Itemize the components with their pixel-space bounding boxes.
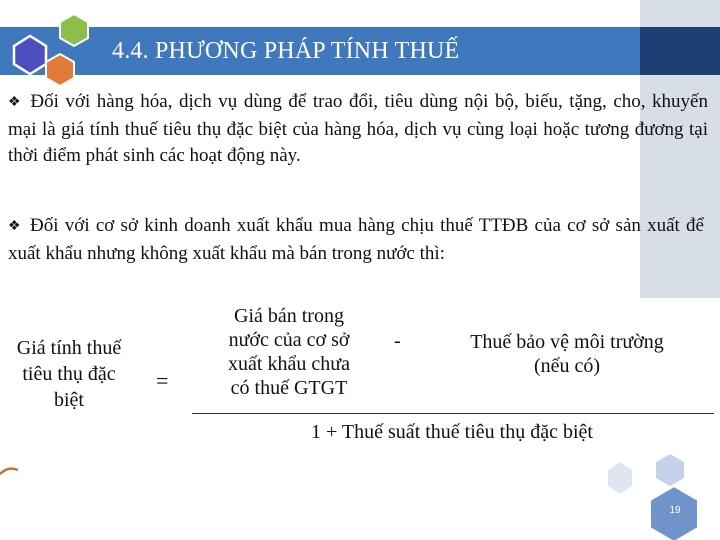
corner-hexagon-decoration [600,440,720,540]
numerator-term-1 [196,304,382,400]
formula-lhs-line: Giá tính thuế [16,337,122,359]
paragraph-1-text: Đối với hàng hóa, dịch vụ dùng để trao đổi, tiêu dùng nội bộ, biếu, tặng, cho, khuyến mại là giá tính thuế tiêu thụ đặc biệt của hàng hóa, dịch vụ cùng loại hoặc tương đương tại thời điểm phát sinh các hoạt động này. [8,91,708,166]
formula-lhs-line: tiêu thụ đặc [22,363,116,385]
logo-hexagons [0,10,110,90]
numerator-term-2 [432,330,702,378]
diamond-bullet-icon: ❖ [8,219,23,234]
title-bar-accent [640,27,720,75]
fraction-line [192,413,714,414]
slide-title: 4.4. PHƯƠNG PHÁP TÍNH THUẾ [112,38,460,64]
numerator-term-1-line: xuất khẩu chưa [228,353,350,375]
formula-lhs-line: biệt [54,389,84,411]
numerator-term-1-line: có thuế GTGT [230,377,348,399]
numerator-term-2-line: (nếu có) [533,355,601,377]
paragraph-1 [8,89,708,169]
equals-sign: = [156,368,169,393]
orange-hexagon [46,54,74,86]
diamond-bullet-icon: ❖ [8,95,23,110]
numerator-term-2-line: Thuế bảo vệ môi trường [470,331,664,353]
paragraph-2 [8,213,704,267]
light-hexagon [608,462,632,494]
blue-hexagon [14,36,46,74]
green-hexagon [60,14,88,46]
paragraph-2-text: Đối với cơ sở kinh doanh xuất khẩu mua hàng chịu thuế TTĐB của cơ sở sản xuất để xuất khẩu nhưng không xuất khẩu mà bán trong nước thì: [8,215,704,264]
denominator: 1 + Thuế suất thuế tiêu thụ đặc biệt [311,421,593,443]
formula-lhs [4,335,134,413]
minus-sign: - [394,330,401,352]
numerator-term-1-line: Giá bán trong [234,305,344,327]
page-number: 19 [669,505,681,516]
numerator-term-1-line: nước của cơ sở [228,329,350,351]
corner-swoosh-decoration [0,466,18,476]
light-hexagon [656,454,684,486]
